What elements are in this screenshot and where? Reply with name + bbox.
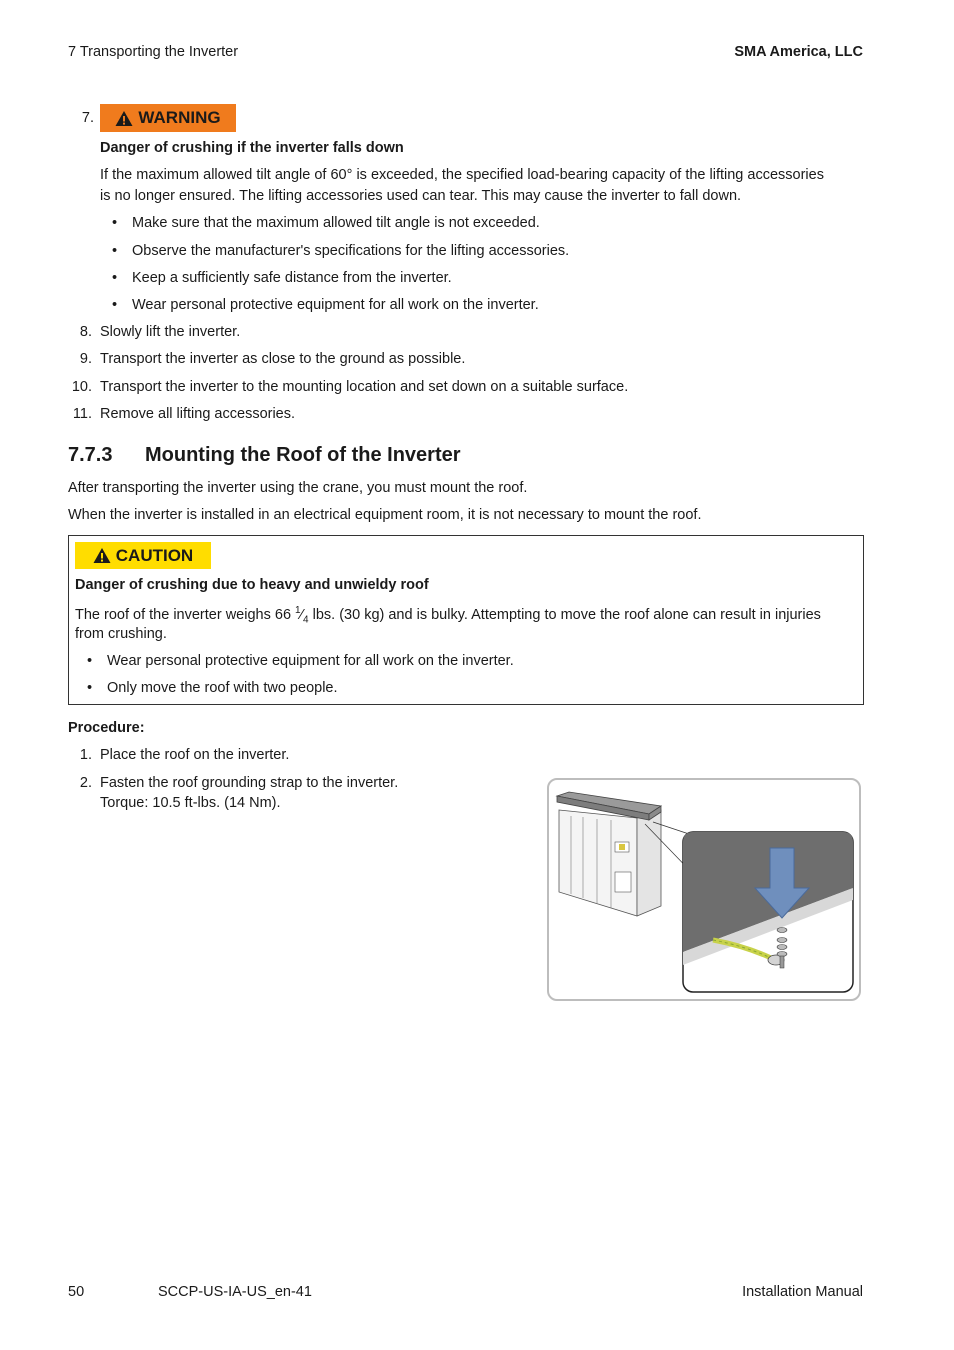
step-text: Slowly lift the inverter. (100, 324, 241, 340)
roof-grounding-illustration (547, 778, 861, 1001)
step-number: 9. (79, 351, 92, 367)
caution-badge-label: CAUTION (115, 545, 194, 565)
procedure-step: Fasten the roof grounding strap to the inverter. (100, 775, 399, 791)
procedure-step: Place the roof on the inverter. (100, 747, 290, 763)
intro-paragraph: When the inverter is installed in an electrical equipment room, it is not necessary to mount the roof. (68, 507, 702, 523)
step-number: 7. (81, 110, 94, 126)
intro-paragraph: After transporting the inverter using the crane, you must mount the roof. (68, 480, 528, 496)
bullet-dot: • (112, 270, 118, 286)
section-title: Mounting the Roof of the Inverter (145, 444, 461, 466)
caution-title: Danger of crushing due to heavy and unwieldy roof (75, 577, 429, 593)
page-number: 50 (68, 1284, 85, 1300)
caution-text-part: lbs. (30 kg) and is bulky. Attempting to move the roof alone can result in injuries (308, 606, 821, 623)
running-header-chapter: 7 Transporting the Inverter (68, 44, 239, 60)
warning-text: If the maximum allowed tilt angle of 60° is exceeded, the specified load-bearing capacity of the lifting accessories (100, 167, 824, 183)
procedure-heading: Procedure: (68, 720, 145, 736)
warning-title: Danger of crushing if the inverter falls down (100, 140, 404, 156)
bullet-dot: • (112, 243, 118, 259)
warning-triangle-icon (115, 110, 133, 127)
step-number: 8. (79, 324, 92, 340)
warning-bullet: Make sure that the maximum allowed tilt angle is not exceeded. (132, 215, 540, 231)
warning-triangle-icon (93, 547, 111, 564)
warning-badge-label: WARNING (138, 108, 221, 127)
caution-badge (75, 542, 211, 569)
caution-bullet: Only move the roof with two people. (107, 680, 338, 696)
step-text: Remove all lifting accessories. (100, 406, 296, 422)
bullet-dot: • (87, 653, 93, 669)
section-number: 7.7.3 (68, 444, 113, 466)
inverter-roof-drawing (549, 780, 859, 999)
step-number: 1. (79, 747, 92, 763)
document-id: SCCP-US-IA-US_en-41 (158, 1284, 312, 1300)
step-number: 10. (71, 379, 92, 395)
step-text: Transport the inverter to the mounting location and set down on a suitable surface. (100, 379, 629, 395)
caution-text-part: The roof of the inverter weighs 66 (75, 606, 296, 623)
warning-bullet: Wear personal protective equipment for all work on the inverter. (132, 297, 539, 313)
running-header-company: SMA America, LLC (734, 44, 863, 60)
bullet-dot: • (112, 297, 118, 313)
fraction-denominator: 4 (303, 614, 309, 626)
caution-bullet: Wear personal protective equipment for all work on the inverter. (107, 653, 514, 669)
caution-text: The roof of the inverter weighs 66 $^1⁄_4$ lbs. (30 kg) and is bulky. Attempting to move the roof alone can result in injuries (75, 605, 821, 626)
warning-bullet: Keep a sufficiently safe distance from the inverter. (132, 270, 452, 286)
section-heading (68, 444, 461, 467)
warning-bullet: Observe the manufacturer's specifications for the lifting accessories. (132, 243, 570, 259)
procedure-step-torque: Torque: 10.5 ft-lbs. (14 Nm). (100, 795, 281, 811)
warning-text: is no longer ensured. The lifting accessories used can tear. This may cause the inverter to fall down. (100, 188, 742, 204)
document-type: Installation Manual (742, 1284, 863, 1300)
bullet-dot: • (87, 680, 93, 696)
fraction-numerator: 1 (295, 605, 301, 616)
warning-badge (100, 104, 236, 132)
step-number: 2. (79, 775, 92, 791)
bullet-dot: • (112, 215, 118, 231)
step-text: Transport the inverter as close to the ground as possible. (100, 351, 466, 367)
step-number: 11. (72, 406, 92, 422)
caution-text: from crushing. (75, 626, 167, 642)
